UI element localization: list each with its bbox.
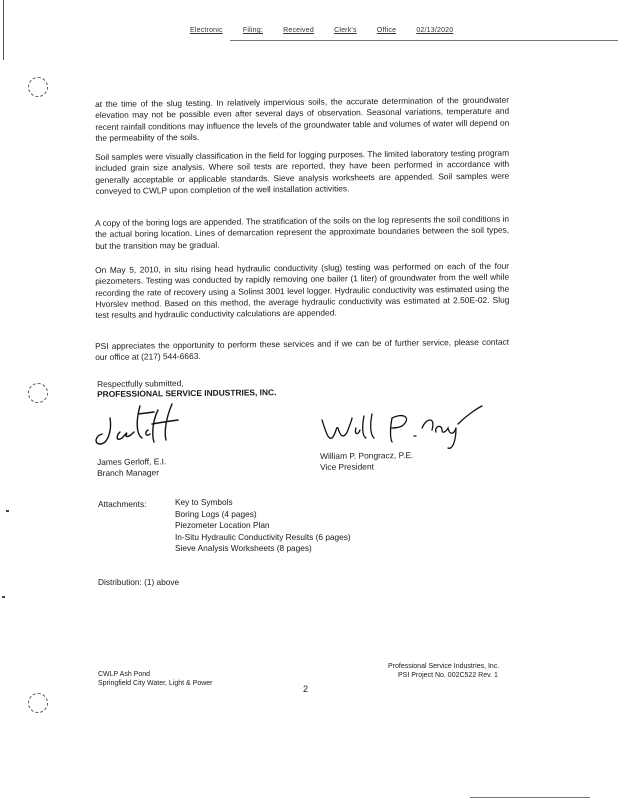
punch-hole-top	[28, 77, 48, 97]
stamp-clerks: Clerk's	[334, 27, 357, 34]
paragraph-closing: PSI appreciates the opportunity to perform these services and if we can be of further service, please contact our office at (217) 544-6663.	[95, 336, 510, 363]
stamp-filing: Filing:	[242, 27, 263, 34]
signer-name-pongracz: William P. Pongracz, P.E.	[320, 450, 414, 461]
footer-company: Professional Service Industries, Inc.	[388, 663, 500, 670]
page-number: 2	[303, 684, 309, 694]
attachment-item: Sieve Analysis Worksheets (8 pages)	[175, 543, 312, 553]
scan-speck	[6, 510, 9, 512]
attachments-list	[175, 497, 351, 555]
punch-hole-bottom	[28, 693, 48, 713]
distribution: Distribution: (1) above	[98, 577, 180, 587]
attachment-item: Boring Logs (4 pages)	[175, 508, 257, 519]
header-underline	[230, 40, 618, 41]
paragraph-boring-logs: A copy of the boring logs are appended. The stratification of the soils on the log represents the soil conditions in the actual boring location. Lines of demarcation represent the approximate boundaries between the soil types, but the transition may be gradual.	[95, 213, 510, 251]
signature-pongracz	[318, 398, 486, 450]
signer-title-pongracz: Vice President	[320, 461, 374, 472]
company-name: PROFESSIONAL SERVICE INDUSTRIES, INC.	[97, 387, 277, 399]
paragraph-slug-testing: On May 5, 2010, in situ rising head hydraulic conductivity (slug) testing was performed on each of the four piezometers. Testing was conducted by rapidly removing one bailer (1 liter) of groundwater from the well while recording the rate of recovery using a Solinst 3001 level logger. Hydraulic conductivity was estimated using the Hvorslev method. Based on this method, the average hydraulic conductivity was estimated at 2.50E-02. Slug test results and hydraulic conductivity calculations are appended.	[95, 260, 510, 321]
bottom-edge-line	[470, 797, 590, 798]
stamp-received: Received	[283, 27, 314, 34]
signature-gerloff	[92, 400, 182, 456]
signer-name-gerloff: James Gerloff, E.I.	[97, 456, 167, 467]
punch-hole-middle	[28, 383, 48, 403]
filing-stamp	[190, 27, 471, 34]
stamp-office: Office	[376, 27, 397, 34]
signer-title-gerloff: Branch Manager	[97, 467, 160, 478]
paragraph-soil-samples: Soil samples were visually classification in the field for logging purposes. The limited laboratory testing program included grain size analysis. Where soil tests are reported, they have been performed in accordance with generally acceptable or applicable standards. Sieve analysis worksheets are appended. Soil samples were conveyed to CWLP upon completion of the well installation activities.	[95, 147, 510, 196]
stamp-electronic: Electronic	[190, 27, 223, 34]
scan-speck	[2, 596, 5, 598]
attachments-label: Attachments:	[98, 499, 147, 509]
footer-client-line1: CWLP Ash Pond	[98, 671, 151, 678]
left-edge-line	[3, 0, 4, 60]
attachment-item: In-Situ Hydraulic Conductivity Results (6 pages)	[175, 531, 351, 542]
footer-project-number: PSI Project No. 002C522 Rev. 1	[398, 672, 498, 679]
footer-client-line2: Springfield City Water, Light & Power	[98, 680, 213, 687]
attachment-item: Key to Symbols	[175, 497, 233, 507]
salutation: Respectfully submitted,	[97, 378, 184, 389]
stamp-date: 02/13/2020	[416, 27, 454, 34]
attachment-item: Piezometer Location Plan	[175, 520, 270, 530]
paragraph-groundwater: at the time of the slug testing. In relatively impervious soils, the accurate determination of the groundwater elevation may not be possible even after several days of observation. Seasonal variations, temperature and recent rainfall conditions may influence the levels of the groundwater table and volumes of water will depend on the permeability of the soils.	[95, 94, 510, 143]
